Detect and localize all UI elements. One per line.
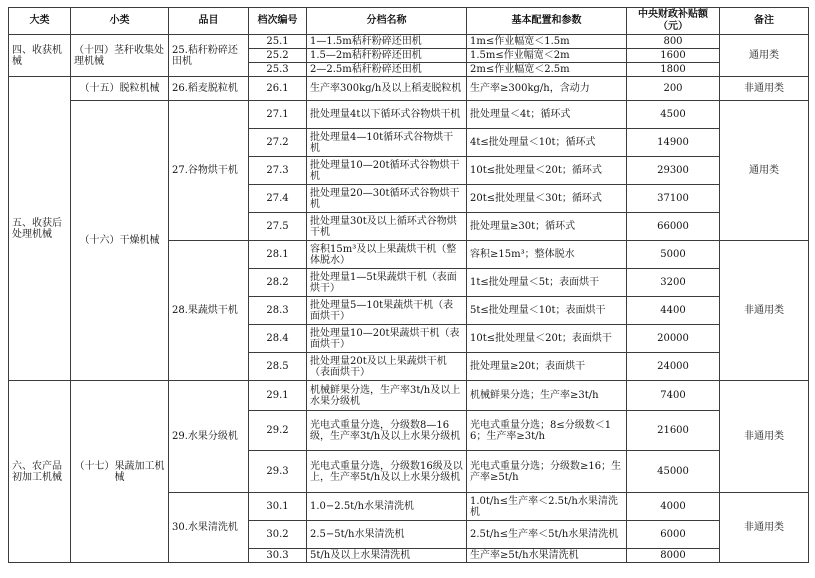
grade-name-cell: 机械鲜果分选，生产率3t/h及以上水果分级机 — [307, 381, 467, 411]
subsidy-table-sheet — [8, 7, 808, 573]
grade-code-cell: 28.1 — [249, 241, 307, 269]
header-category: 大类 — [9, 8, 71, 35]
config-cell: 10t≤批处理量＜20t；表面烘干 — [467, 325, 627, 353]
config-cell: 批处理量＜4t；循环式 — [467, 101, 627, 129]
config-cell: 1t≤批处理量＜5t；表面烘干 — [467, 269, 627, 297]
grade-code-cell: 25.2 — [249, 49, 307, 63]
grade-name-cell: 批处理量10—20t循环式谷物烘干机 — [307, 157, 467, 185]
category-cell: 五、收获后处理机械 — [9, 77, 71, 381]
grade-name-cell: 光电式重量分选，分级数8—16级，生产率3t/h及以上水果分级机 — [307, 411, 467, 451]
grade-name-cell: 容积15m³及以上果蔬烘干机（整体脱水） — [307, 241, 467, 269]
note-cell: 通用类 — [720, 35, 809, 77]
grade-code-cell: 29.2 — [249, 411, 307, 451]
item-cell: 26.稻麦脱粒机 — [169, 77, 249, 101]
config-cell: 批处理量≥20t；表面烘干 — [467, 353, 627, 381]
subsidy-cell: 66000 — [627, 213, 720, 241]
grade-code-cell: 27.2 — [249, 129, 307, 157]
item-cell: 27.谷物烘干机 — [169, 101, 249, 241]
grade-code-cell: 25.3 — [249, 63, 307, 77]
grade-code-cell: 30.3 — [249, 549, 307, 563]
grade-code-cell: 27.5 — [249, 213, 307, 241]
grade-name-cell: 1—1.5m秸秆粉碎还田机 — [307, 35, 467, 49]
config-cell: 20t≤批处理量＜30t；循环式 — [467, 185, 627, 213]
subsidy-cell: 8000 — [627, 549, 720, 563]
table-row — [9, 101, 809, 129]
grade-name-cell: 光电式重量分选，分级数16级及以上，生产率5t/h及以上水果分级机 — [307, 451, 467, 493]
header-item: 品目 — [169, 8, 249, 35]
subsidy-cell: 45000 — [627, 451, 720, 493]
subsidy-cell: 14900 — [627, 129, 720, 157]
item-cell: 30.水果清洗机 — [169, 493, 249, 563]
item-cell: 29.水果分级机 — [169, 381, 249, 493]
config-cell: 2m≤作业幅宽＜2.5m — [467, 63, 627, 77]
note-cell: 通用类 — [720, 101, 809, 241]
subsidy-cell: 24000 — [627, 353, 720, 381]
grade-code-cell: 30.1 — [249, 493, 307, 521]
header-subsidy: 中央财政补贴额（元） — [627, 8, 720, 35]
header-grade-code: 档次编号 — [249, 8, 307, 35]
grade-code-cell: 25.1 — [249, 35, 307, 49]
config-cell: 批处理量≥30t；循环式 — [467, 213, 627, 241]
header-config: 基本配置和参数 — [467, 8, 627, 35]
grade-code-cell: 28.4 — [249, 325, 307, 353]
config-cell: 生产率≥300kg/h，含动力 — [467, 77, 627, 101]
header-row — [9, 8, 809, 35]
subsidy-cell: 5000 — [627, 241, 720, 269]
subsidy-cell: 21600 — [627, 411, 720, 451]
grade-name-cell: 1.5—2m秸秆粉碎还田机 — [307, 49, 467, 63]
config-cell: 容积≥15m³；整体脱水 — [467, 241, 627, 269]
category-cell: 四、收获机械 — [9, 35, 71, 77]
grade-code-cell: 28.2 — [249, 269, 307, 297]
header-grade-name: 分档名称 — [307, 8, 467, 35]
config-cell: 4t≤批处理量＜10t；循环式 — [467, 129, 627, 157]
grade-name-cell: 批处理量10—20t果蔬烘干机（表面烘干） — [307, 325, 467, 353]
grade-name-cell: 批处理量1—5t果蔬烘干机（表面烘干） — [307, 269, 467, 297]
config-cell: 1.5m≤作业幅宽＜2m — [467, 49, 627, 63]
subsidy-cell: 37100 — [627, 185, 720, 213]
subcategory-cell: （十六）干燥机械 — [71, 101, 169, 381]
grade-name-cell: 2.5−5t/h水果清洗机 — [307, 521, 467, 549]
grade-code-cell: 27.1 — [249, 101, 307, 129]
grade-name-cell: 5t/h及以上水果清洗机 — [307, 549, 467, 563]
item-cell: 28.果蔬烘干机 — [169, 241, 249, 381]
config-cell: 10t≤批处理量＜20t；循环式 — [467, 157, 627, 185]
subsidy-cell: 4500 — [627, 101, 720, 129]
subsidy-cell: 6000 — [627, 521, 720, 549]
config-cell: 5t≤批处理量＜10t；表面烘干 — [467, 297, 627, 325]
grade-code-cell: 27.4 — [249, 185, 307, 213]
note-cell: 非通用类 — [720, 241, 809, 381]
table-row — [9, 77, 809, 101]
config-cell: 生产率≥5t/h水果清洗机 — [467, 549, 627, 563]
config-cell: 1m≤作业幅宽＜1.5m — [467, 35, 627, 49]
header-note: 备注 — [720, 8, 809, 35]
grade-name-cell: 批处理量5—10t果蔬烘干机（表面烘干） — [307, 297, 467, 325]
grade-code-cell: 27.3 — [249, 157, 307, 185]
table-row — [9, 35, 809, 49]
grade-name-cell: 批处理量4—10t循环式谷物烘干机 — [307, 129, 467, 157]
grade-name-cell: 1.0−2.5t/h水果清洗机 — [307, 493, 467, 521]
config-cell: 2.5t/h≤生产率＜5t/h水果清洗机 — [467, 521, 627, 549]
config-cell: 1.0t/h≤生产率＜2.5t/h水果清洗机 — [467, 493, 627, 521]
grade-name-cell: 批处理量20—30t循环式谷物烘干机 — [307, 185, 467, 213]
subsidy-cell: 29300 — [627, 157, 720, 185]
grade-code-cell: 28.5 — [249, 353, 307, 381]
grade-code-cell: 29.1 — [249, 381, 307, 411]
table-row — [9, 381, 809, 411]
subcategory-cell: （十四）茎秆收集处理机械 — [71, 35, 169, 77]
header-subcategory: 小类 — [71, 8, 169, 35]
grade-name-cell: 2—2.5m秸秆粉碎还田机 — [307, 63, 467, 77]
subsidy-cell: 4000 — [627, 493, 720, 521]
subsidy-cell: 1800 — [627, 63, 720, 77]
subsidy-cell: 3200 — [627, 269, 720, 297]
grade-code-cell: 30.2 — [249, 521, 307, 549]
subsidy-cell: 1600 — [627, 49, 720, 63]
note-cell: 非通用类 — [720, 77, 809, 101]
subsidy-table — [8, 7, 809, 563]
config-cell: 光电式重量分选；分级数≥16；生产率≥5t/h — [467, 451, 627, 493]
grade-code-cell: 28.3 — [249, 297, 307, 325]
grade-name-cell: 批处理量30t及以上循环式谷物烘干机 — [307, 213, 467, 241]
subcategory-cell: （十五）脱粒机械 — [71, 77, 169, 101]
subsidy-cell: 4400 — [627, 297, 720, 325]
subcategory-cell: （十七）果蔬加工机械 — [71, 381, 169, 563]
grade-name-cell: 批处理量20t及以上果蔬烘干机（表面烘干） — [307, 353, 467, 381]
item-cell: 25.秸秆粉碎还田机 — [169, 35, 249, 77]
grade-code-cell: 29.3 — [249, 451, 307, 493]
subsidy-cell: 800 — [627, 35, 720, 49]
grade-name-cell: 生产率300kg/h及以上稻麦脱粒机 — [307, 77, 467, 101]
grade-name-cell: 批处理量4t以下循环式谷物烘干机 — [307, 101, 467, 129]
category-cell: 六、农产品初加工机械 — [9, 381, 71, 563]
subsidy-cell: 7400 — [627, 381, 720, 411]
note-cell: 非通用类 — [720, 493, 809, 563]
note-cell: 非通用类 — [720, 381, 809, 493]
config-cell: 光电式重量分选；8≤分级数＜16；生产率≥3t/h — [467, 411, 627, 451]
subsidy-cell: 20000 — [627, 325, 720, 353]
grade-code-cell: 26.1 — [249, 77, 307, 101]
config-cell: 机械鲜果分选；生产率≥3t/h — [467, 381, 627, 411]
subsidy-cell: 200 — [627, 77, 720, 101]
